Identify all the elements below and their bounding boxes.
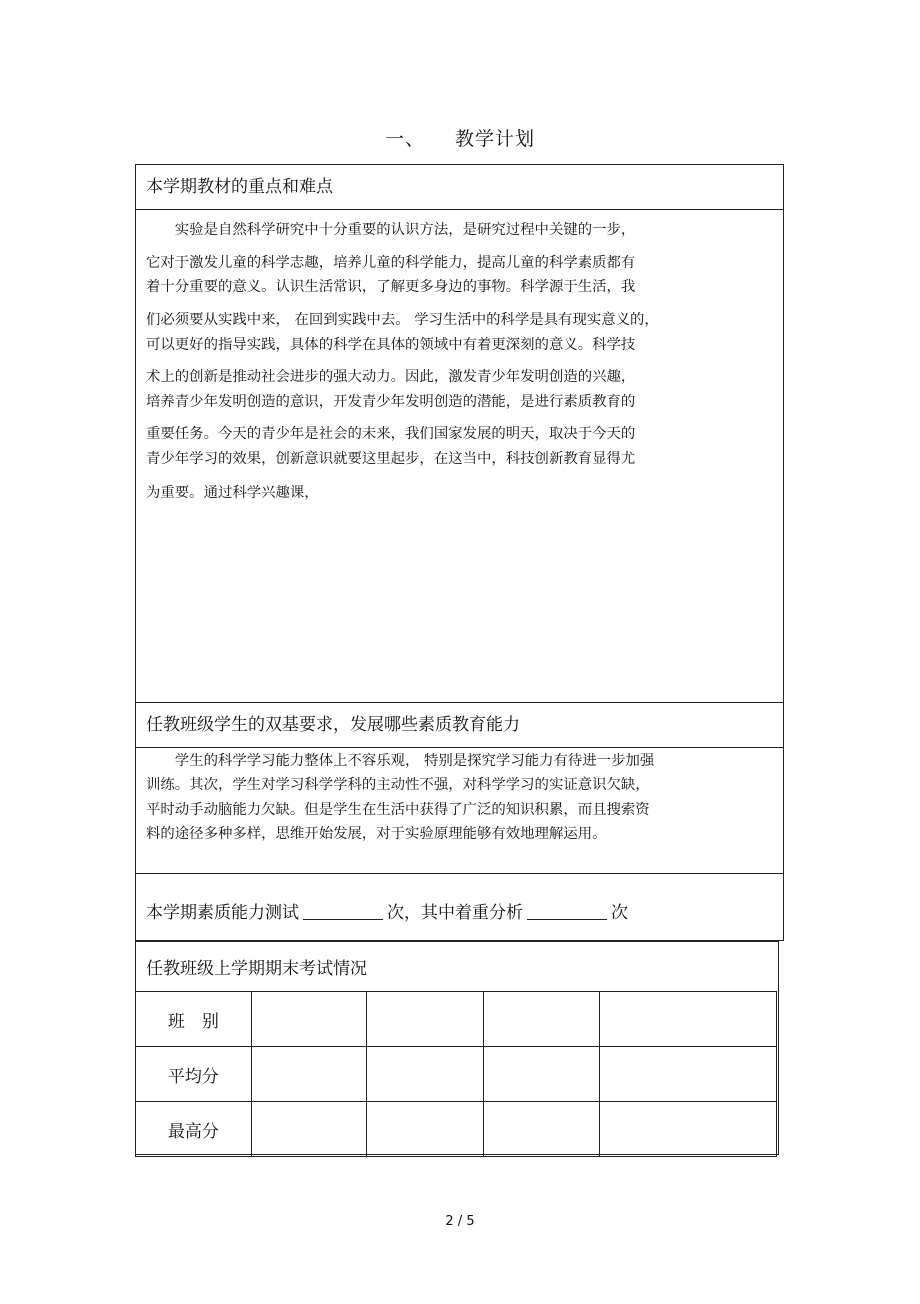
key-points-title: 本学期教材的重点和难点 [136,165,783,210]
table-cell[interactable] [251,1102,367,1157]
table-cell[interactable] [599,992,776,1047]
text-line: 学生的科学学习能力整体上不容乐观， 特别是探究学习能力有待进一步加强 [146,753,655,769]
table-row [136,992,777,1047]
page-title [0,124,920,151]
text-line: 为重要。通过科学兴趣课， [146,485,319,501]
table-cell[interactable] [251,1047,367,1102]
table-cell[interactable] [599,1047,776,1102]
final-exam-title: 任教班级上学期期末考试情况 [146,959,367,979]
text-line: 可以更好的指导实践，具体的科学在具体的领域中有着更深刻的意义。科学技 [146,337,636,353]
row-label-highest: 最高分 [136,1102,252,1157]
text-line: 重要任务。今天的青少年是社会的未来，我们国家发展的明天，取决于今天的 [146,426,636,442]
page-number: 2 / 5 [445,1214,475,1229]
table-row [136,1047,777,1102]
text-line: 料的途径多种多样，思维开始发展，对于实验原理能够有效地理解运用。 [146,826,607,843]
ability-test-line [146,898,628,923]
table-row [136,1102,777,1157]
times-suffix: 次 [611,903,628,923]
ability-test-section [135,873,784,941]
scores-table [135,991,777,1157]
heading-text: 教学计划 [455,128,536,150]
text-line: 实验是自然科学研究中十分重要的认识方法，是研究过程中关键的一步， [146,222,636,238]
table-cell[interactable] [367,1102,484,1157]
row-label-average: 平均分 [136,1047,252,1102]
test-count-label: 本学期素质能力测试 [146,903,299,923]
table-cell[interactable] [367,1047,484,1102]
test-count-blank[interactable] [303,903,383,920]
student-requirements-text [146,749,775,847]
student-requirements-section [135,702,784,874]
text-line: 术上的创新是推动社会进步的强大动力。因此，激发青少年发明创造的兴趣， [146,369,636,385]
heading-number: 一、 [384,128,425,150]
text-line: 青少年学习的效果，创新意识就要这里起步，在这当中，科技创新教育显得尤 [146,451,636,467]
key-points-section [135,164,784,703]
analysis-count-blank[interactable] [527,903,607,920]
row-label-class: 班 别 [136,992,252,1047]
text-line: 平时动手动脑能力欠缺。但是学生在生活中获得了广泛的知识积累，而且搜索资 [146,801,650,818]
student-requirements-title: 任教班级学生的双基要求，发展哪些素质教育能力 [136,703,783,748]
text-line: 训练。其次，学生对学习科学学科的主动性不强，对科学学习的实证意识欠缺， [146,777,650,794]
text-line: 它对于激发儿童的科学志趣，培养儿童的科学能力，提高儿童的科学素质都有 [146,255,636,271]
table-cell[interactable] [367,992,484,1047]
table-cell[interactable] [483,1102,599,1157]
table-cell[interactable] [483,992,599,1047]
table-cell[interactable] [483,1047,599,1102]
analysis-count-label: 次，其中着重分析 [387,903,523,923]
final-exam-section [135,941,779,1155]
text-line: 着十分重要的意义。认识生活常识，了解更多身边的事物。科学源于生活，我 [146,279,636,295]
table-cell[interactable] [599,1102,776,1157]
text-line: 培养青少年发明创造的意识，开发青少年发明创造的潜能，是进行素质教育的 [146,394,636,410]
text-line: 们必须要从实践中来， 在回到实践中去。 学习生活中的科学是具有现实意义的， [146,312,659,328]
table-cell[interactable] [251,992,367,1047]
